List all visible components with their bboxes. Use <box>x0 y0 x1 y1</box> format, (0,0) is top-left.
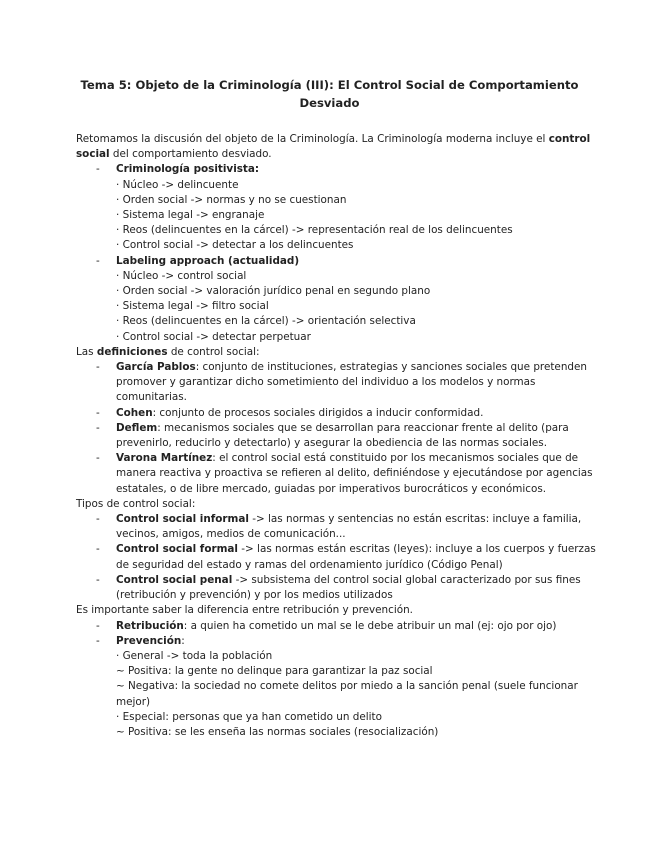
intro-bold: control social <box>76 133 591 161</box>
labeling-line: · Sistema legal -> filtro social <box>116 300 269 313</box>
definicion-text: : el control social está constituido por los mecanismos sociales que de manera reactiva y proactiva se refieren al delito, definiéndose y ejecutándose por agencias estatales, o de libre mercado, guiadas por imperativos burocráticos y económicos. <box>116 452 593 495</box>
prevencion-line: · Especial: personas que ya han cometido un delito <box>116 710 382 723</box>
positivista-line: · Reos (delincuentes en la cárcel) -> representación real de los delincuentes <box>116 224 513 237</box>
retribucion-text: : a quien ha cometido un mal se le debe atribuir un mal (ej: ojo por ojo) <box>183 619 557 632</box>
prevencion-line: · General -> toda la población <box>116 649 273 662</box>
definicion-item <box>76 406 603 421</box>
positivista-line: · Sistema legal -> engranaje <box>116 209 265 222</box>
positivista-line: · Control social -> detectar a los delincuentes <box>116 239 354 252</box>
definiciones-intro-bold: definiciones <box>96 345 168 358</box>
labeling-line: · Núcleo -> control social <box>116 269 247 282</box>
definicion-author: García Pablos <box>116 361 196 374</box>
definiciones-intro-text-end: de control social: <box>167 345 260 358</box>
dash-bullet: - <box>96 634 100 647</box>
dash-bullet: - <box>96 406 100 419</box>
prevencion-item <box>76 634 603 649</box>
prevencion-label: Prevención <box>116 634 182 647</box>
page-title: Tema 5: Objeto de la Criminología (III): El Control Social de Comportamiento Desviado <box>80 78 579 110</box>
definiciones-intro <box>76 345 603 360</box>
labeling-line: · Control social -> detectar perpetuar <box>116 330 311 343</box>
dash-bullet: - <box>96 452 100 465</box>
labeling-line: · Reos (delincuentes en la cárcel) -> orientación selectiva <box>116 315 416 328</box>
positivista-label: Criminología positivista <box>116 163 255 176</box>
positivista-line: · Orden social -> normas y no se cuestionan <box>116 193 347 206</box>
dash-bullet: - <box>96 163 100 176</box>
positivista-line: · Núcleo -> delincuente <box>116 178 239 191</box>
tipo-name: Control social informal <box>116 513 249 526</box>
tipo-text: -> las normas y sentencias no están escritas: incluye a familia, vecinos, amigos, medios de comunicación... <box>116 513 582 541</box>
intro-text-end: del comportamiento desviado. <box>109 148 272 161</box>
tipo-item <box>76 542 603 572</box>
prevencion-line: ~ Positiva: la gente no delinque para garantizar la paz social <box>116 665 433 678</box>
tipos-intro: Tipos de control social: <box>76 497 196 510</box>
definicion-item <box>76 421 603 451</box>
labeling-item <box>76 254 603 269</box>
intro-text: Retomamos la discusión del objeto de la Criminología. La Criminología moderna incluye el <box>76 133 549 145</box>
retribucion-item <box>76 619 603 634</box>
dash-bullet: - <box>96 543 100 556</box>
definicion-item <box>76 451 603 497</box>
retribucion-label: Retribución <box>116 619 184 632</box>
positivista-item <box>76 162 603 177</box>
definicion-author: Deflem <box>116 421 158 434</box>
definicion-text: : conjunto de procesos sociales dirigidos a inducir conformidad. <box>152 406 484 419</box>
definiciones-intro-text: Las <box>76 345 97 358</box>
tipo-item <box>76 573 603 603</box>
tipo-text: -> las normas están escritas (leyes): incluye a los cuerpos y fuerzas de seguridad del estado y ramas del ordenamiento jurídico (Código Penal) <box>116 543 596 571</box>
definicion-item <box>76 360 603 406</box>
prevencion-line: ~ Positiva: se les enseña las normas sociales (resocialización) <box>116 725 439 738</box>
tipo-text: -> subsistema del control social global caracterizado por sus fines (retribución y prevención) y por los medios utilizados <box>116 573 581 602</box>
tipo-item <box>76 512 603 542</box>
intro-paragraph <box>76 132 603 162</box>
dash-bullet: - <box>96 421 100 434</box>
dash-bullet: - <box>96 361 100 374</box>
definicion-text: : mecanismos sociales que se desarrollan para reaccionar frente al delito (para prevenirlo, reducirlo y detectarlo) y asegurar la obediencia de las normas sociales. <box>116 421 569 450</box>
tipo-name: Control social penal <box>116 573 233 586</box>
prevencion-line: ~ Negativa: la sociedad no comete delitos por miedo a la sanción penal (suele funcionar mejor) <box>116 680 578 708</box>
dash-bullet: - <box>96 619 100 632</box>
definicion-author: Cohen <box>116 406 153 419</box>
dash-bullet: - <box>96 254 100 267</box>
positivista-colon: : <box>254 163 260 176</box>
labeling-label: Labeling approach (actualidad) <box>116 254 300 267</box>
tipo-name: Control social formal <box>116 543 238 556</box>
prevencion-colon: : <box>181 634 185 647</box>
dash-bullet: - <box>96 573 100 586</box>
diferencia-intro: Es importante saber la diferencia entre retribución y prevención. <box>76 604 413 617</box>
definicion-author: Varona Martínez <box>116 452 213 465</box>
dash-bullet: - <box>96 513 100 526</box>
definicion-text: : conjunto de instituciones, estrategias y sanciones sociales que pretenden promover y garantizar dicho sometimiento del individuo a los modelos y normas comunitarias. <box>116 361 587 404</box>
labeling-line: · Orden social -> valoración jurídico penal en segundo plano <box>116 285 431 298</box>
